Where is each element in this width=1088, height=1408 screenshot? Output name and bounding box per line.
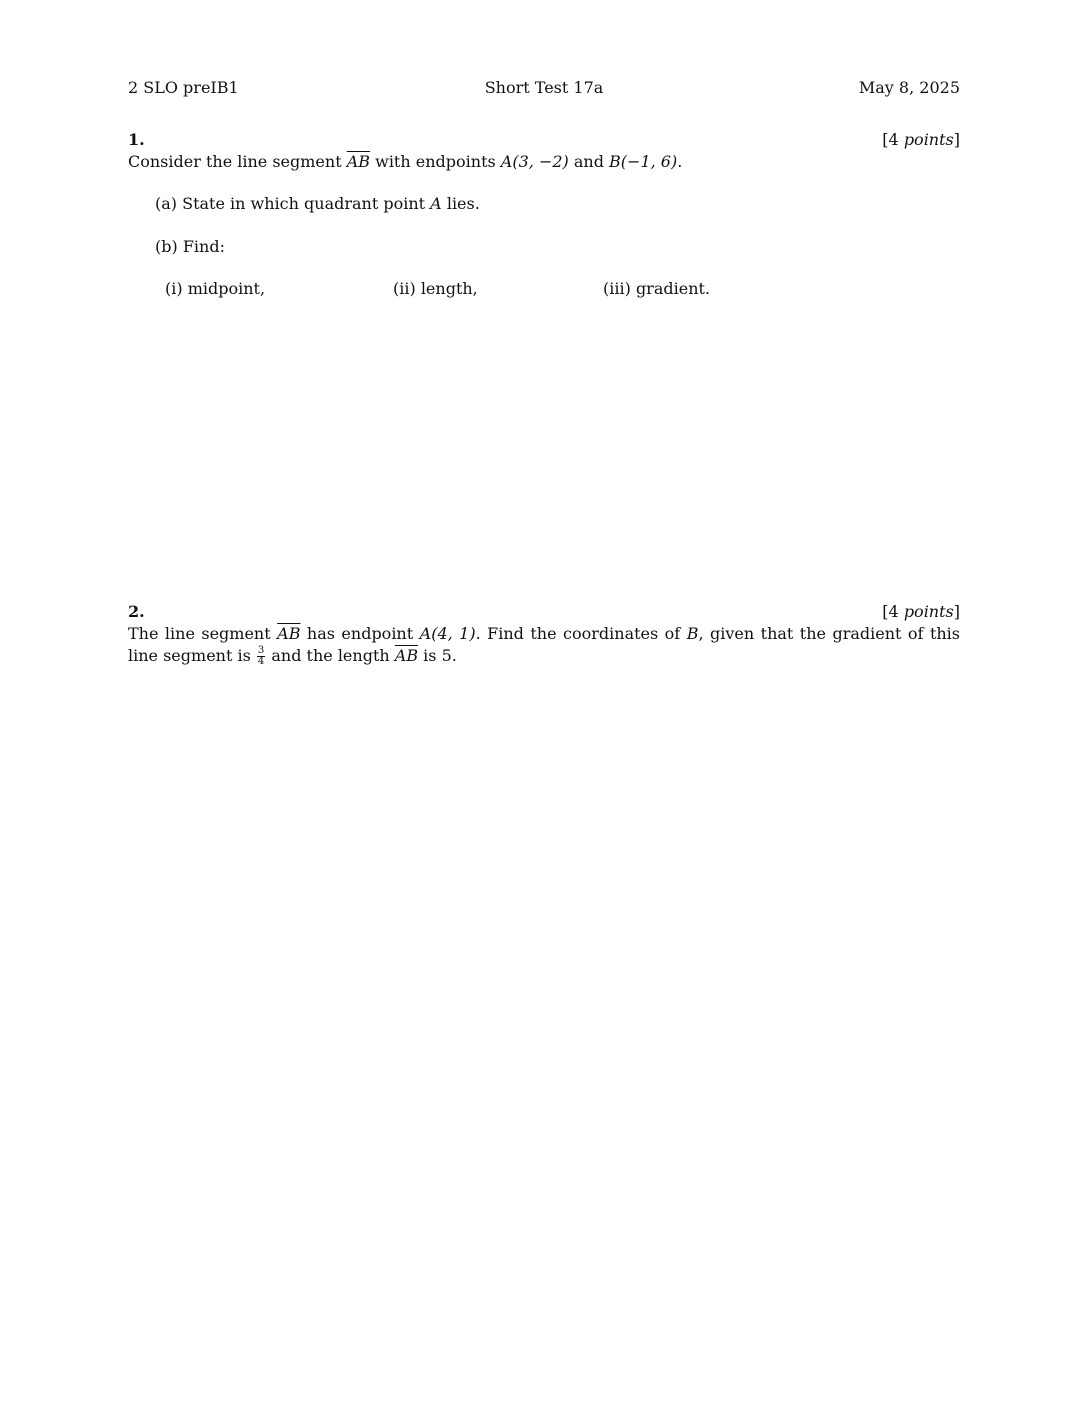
part-a bbox=[155, 194, 480, 213]
statement-text: , given that the gradient of this line segment is bbox=[128, 624, 961, 665]
problem-points: [4 points] bbox=[882, 130, 960, 149]
problem-number: 2. bbox=[128, 602, 145, 621]
part-var: A bbox=[430, 194, 442, 213]
part-text: State in which quadrant point bbox=[182, 194, 431, 213]
fraction-denominator: 4 bbox=[257, 656, 265, 667]
problem-2 bbox=[128, 602, 960, 667]
statement-text: and the length bbox=[266, 646, 395, 665]
subpart-label: (iii) bbox=[603, 279, 631, 298]
statement-text: . bbox=[677, 152, 683, 171]
header-class: 2 SLO preIB1 bbox=[128, 78, 239, 97]
subpart-label: (i) bbox=[165, 279, 183, 298]
page-header bbox=[128, 78, 960, 100]
statement-text: is 5. bbox=[418, 646, 457, 665]
statement-text: with endpoints bbox=[370, 152, 501, 171]
subpart-iii bbox=[603, 279, 710, 298]
part-label: (b) bbox=[155, 237, 178, 256]
subpart-text: midpoint, bbox=[187, 279, 266, 298]
subpart-text: gradient. bbox=[635, 279, 711, 298]
problem-1 bbox=[128, 130, 960, 173]
point-b: B bbox=[686, 624, 699, 643]
points-value: 4 bbox=[888, 130, 899, 149]
statement-text: Consider the line segment bbox=[128, 152, 347, 171]
part-text: Find: bbox=[182, 237, 225, 256]
gradient-fraction bbox=[257, 646, 265, 667]
segment-ab: $\overline{AB}$ bbox=[346, 152, 371, 171]
problem-statement bbox=[128, 151, 960, 173]
part-b bbox=[155, 237, 225, 256]
points-word: points bbox=[903, 602, 954, 621]
problem-statement bbox=[128, 623, 960, 667]
problem-points: [4 points] bbox=[882, 602, 960, 621]
header-title: Short Test 17a bbox=[484, 78, 604, 97]
document-page bbox=[128, 0, 960, 1408]
segment-ab: $\overline{AB}$ bbox=[277, 624, 301, 643]
problem-number: 1. bbox=[128, 130, 145, 149]
segment-ab: $\overline{AB}$ bbox=[394, 646, 419, 665]
fraction-numerator: 3 bbox=[257, 645, 265, 656]
statement-text: and bbox=[568, 152, 610, 171]
part-text: lies. bbox=[441, 194, 480, 213]
points-word: points bbox=[903, 130, 954, 149]
statement-text: has endpoint bbox=[300, 624, 420, 643]
subpart-label: (ii) bbox=[393, 279, 416, 298]
point-b: B(−1, 6) bbox=[609, 152, 678, 171]
statement-text: The line segment bbox=[128, 624, 278, 643]
subpart-i bbox=[165, 279, 265, 298]
point-a: A(4, 1) bbox=[419, 624, 476, 643]
header-date: May 8, 2025 bbox=[858, 78, 960, 97]
subpart-text: length, bbox=[420, 279, 478, 298]
subpart-ii bbox=[393, 279, 478, 298]
point-a: A(3, −2) bbox=[500, 152, 569, 171]
statement-text: . Find the coordinates of bbox=[475, 624, 687, 643]
part-label: (a) bbox=[155, 194, 178, 213]
points-value: 4 bbox=[888, 602, 899, 621]
